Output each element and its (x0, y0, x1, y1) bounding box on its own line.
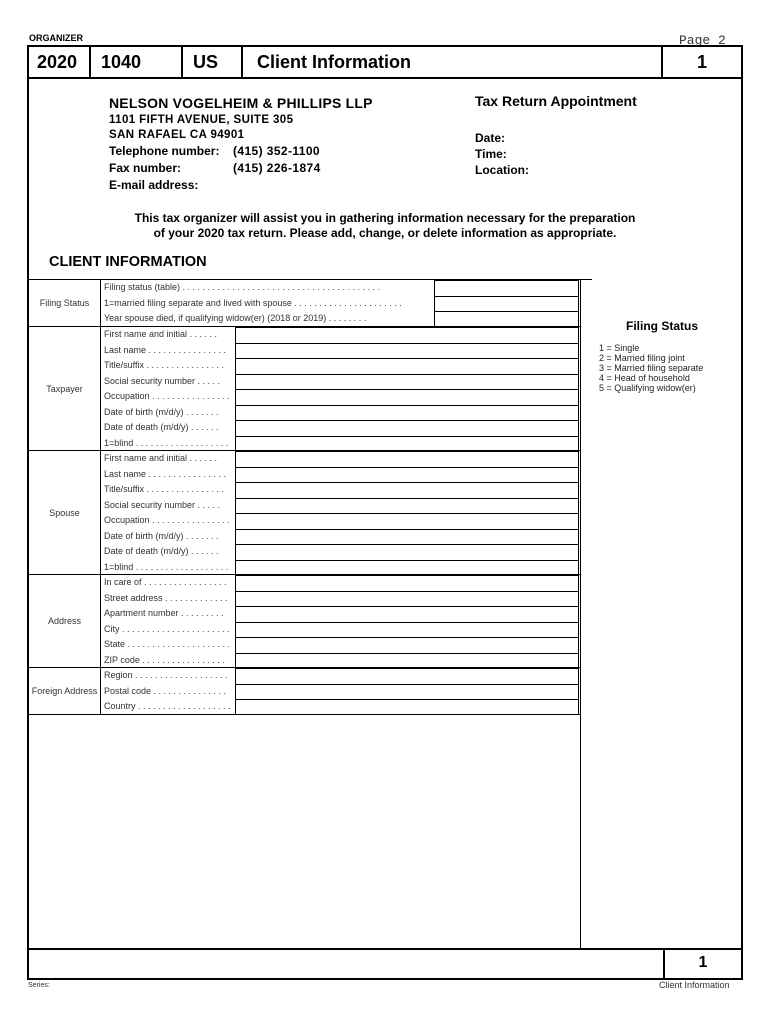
input-field[interactable] (235, 389, 579, 405)
legend-item: 4 = Head of household (599, 373, 690, 383)
input-field[interactable] (235, 467, 579, 483)
input-field[interactable] (235, 560, 579, 576)
group-label-foreign-address: Foreign Address (29, 668, 101, 714)
input-field[interactable] (235, 358, 579, 374)
intro-line-2: of your 2020 tax return. Please add, change, or delete information as appropriate. (153, 226, 617, 240)
spouse-group (29, 451, 581, 575)
field-label: Occupation . . . . . . . . . . . . . . . . (104, 391, 230, 401)
firm-email (109, 178, 373, 192)
group-label-address: Address (29, 575, 101, 667)
firm-fax (109, 161, 373, 175)
field-label: Date of birth (m/d/y) . . . . . . . (104, 530, 219, 541)
firm-name: NELSON VOGELHEIM & PHILLIPS LLP (109, 95, 373, 111)
input-field[interactable] (235, 668, 579, 684)
legend-item: 2 = Married filing joint (599, 353, 685, 363)
input-field[interactable] (235, 436, 579, 452)
input-field[interactable] (235, 343, 579, 359)
foreign-address-group (29, 668, 581, 715)
input-field[interactable] (434, 280, 579, 296)
filing-status-legend (599, 343, 703, 393)
input-field[interactable] (434, 311, 579, 327)
field-label: Date of death (m/d/y) . . . . . . (104, 546, 219, 556)
input-field[interactable] (235, 653, 579, 669)
input-field[interactable] (235, 622, 579, 638)
field-label: Street address . . . . . . . . . . . . . (104, 592, 228, 603)
intro-line-1: This tax organizer will assist you in gathering information necessary for the preparation (134, 211, 636, 225)
firm-address-line1: 1101 FIFTH AVENUE, SUITE 305 (109, 114, 294, 126)
field-label: Postal code . . . . . . . . . . . . . . . (104, 685, 227, 696)
field-label: First name and initial . . . . . . (104, 329, 218, 339)
field-label: State . . . . . . . . . . . . . . . . . . . . . (104, 639, 231, 649)
field-label: Social security number . . . . . (104, 375, 221, 386)
input-field[interactable] (235, 575, 579, 591)
input-field[interactable] (235, 374, 579, 390)
group-label-taxpayer: Taxpayer (29, 327, 101, 450)
input-field[interactable] (235, 498, 579, 514)
telephone-label: Telephone number: (109, 144, 220, 158)
input-field[interactable] (235, 327, 579, 343)
appointment-location-label: Location: (475, 163, 529, 177)
field-label: Last name . . . . . . . . . . . . . . . . (104, 344, 227, 355)
field-label: Filing status (table) . . . . . . . . . . . . . . . . . . . . . . . . . . . . . . . . . . . . . . . . (104, 282, 381, 292)
legend-item: 3 = Married filing separate (599, 363, 704, 373)
field-label: Occupation . . . . . . . . . . . . . . . . (104, 515, 230, 525)
field-label: Title/suffix . . . . . . . . . . . . . . . . (104, 360, 225, 370)
fax-label: Fax number: (109, 161, 182, 175)
side-column-divider (580, 279, 581, 949)
form-page-number: 1 (696, 51, 707, 72)
field-label: 1=blind . . . . . . . . . . . . . . . . . . . (104, 437, 229, 448)
field-label: In care of . . . . . . . . . . . . . . . . . (104, 577, 227, 587)
footer-page-number: 1 (663, 948, 741, 978)
section-title: CLIENT INFORMATION (49, 254, 207, 270)
legend-item: 1 = Single (599, 343, 640, 353)
page-indicator: Page 2 (679, 33, 726, 48)
organizer-form (27, 45, 743, 980)
field-label: City . . . . . . . . . . . . . . . . . . . . . . (104, 623, 230, 634)
tax-year: 2020 (29, 47, 91, 77)
input-field[interactable] (235, 529, 579, 545)
input-field[interactable] (235, 637, 579, 653)
telephone-value: (415) 352-1100 (233, 144, 320, 158)
intro-text (29, 211, 741, 241)
field-label: Year spouse died, if qualifying widow(er) (2018 or 2019) . . . . . . . . (104, 313, 367, 323)
legend-item: 5 = Qualifying widow(er) (599, 383, 696, 393)
field-label: Region . . . . . . . . . . . . . . . . . . . (104, 670, 228, 680)
filing-status-legend-title: Filing Status (626, 319, 698, 333)
field-label: Country . . . . . . . . . . . . . . . . . . . (104, 701, 231, 711)
email-label: E-mail address: (109, 178, 199, 192)
group-label-filing-status: Filing Status (29, 280, 101, 326)
field-label: 1=blind . . . . . . . . . . . . . . . . . . . (104, 561, 229, 572)
field-label: Date of death (m/d/y) . . . . . . (104, 422, 219, 432)
group-label-spouse: Spouse (29, 451, 101, 574)
field-label: ZIP code . . . . . . . . . . . . . . . . . (104, 654, 225, 665)
side-column-rule (580, 279, 592, 280)
field-label: Last name . . . . . . . . . . . . . . . . (104, 468, 227, 479)
series-label: Series: (28, 982, 50, 989)
footer-section-name: Client Information (659, 980, 730, 990)
filing-status-group (29, 280, 581, 327)
form-header (29, 47, 741, 79)
input-field[interactable] (235, 405, 579, 421)
firm-address-line2: SAN RAFAEL CA 94901 (109, 129, 245, 141)
input-field[interactable] (235, 482, 579, 498)
field-label: First name and initial . . . . . . (104, 453, 218, 463)
input-field[interactable] (235, 420, 579, 436)
input-field[interactable] (434, 296, 579, 312)
organizer-label: ORGANIZER (29, 33, 83, 43)
address-group (29, 575, 581, 668)
field-label: Date of birth (m/d/y) . . . . . . . (104, 406, 219, 417)
field-label: Apartment number . . . . . . . . . (104, 608, 224, 618)
form-title: Client Information (243, 47, 663, 77)
appointment-time-label: Time: (475, 147, 507, 161)
input-field[interactable] (235, 684, 579, 700)
appointment-date-label: Date: (475, 131, 506, 145)
field-label: Social security number . . . . . (104, 499, 221, 510)
country-code: US (183, 47, 243, 77)
firm-telephone (109, 144, 373, 158)
taxpayer-group (29, 327, 581, 451)
input-field[interactable] (235, 699, 579, 715)
input-field[interactable] (235, 451, 579, 467)
input-field[interactable] (235, 606, 579, 622)
input-field[interactable] (235, 513, 579, 529)
form-number: 1040 (91, 47, 183, 77)
field-label: Title/suffix . . . . . . . . . . . . . . . . (104, 484, 225, 494)
appointment-block (475, 93, 637, 177)
appointment-title: Tax Return Appointment (475, 93, 637, 109)
fax-value: (415) 226-1874 (233, 161, 321, 175)
input-field[interactable] (235, 544, 579, 560)
bottom-rule (29, 948, 741, 950)
firm-info (109, 95, 373, 192)
input-field[interactable] (235, 591, 579, 607)
field-label: 1=married filing separate and lived with spouse . . . . . . . . . . . . . . . . . . . . . . (104, 297, 402, 308)
